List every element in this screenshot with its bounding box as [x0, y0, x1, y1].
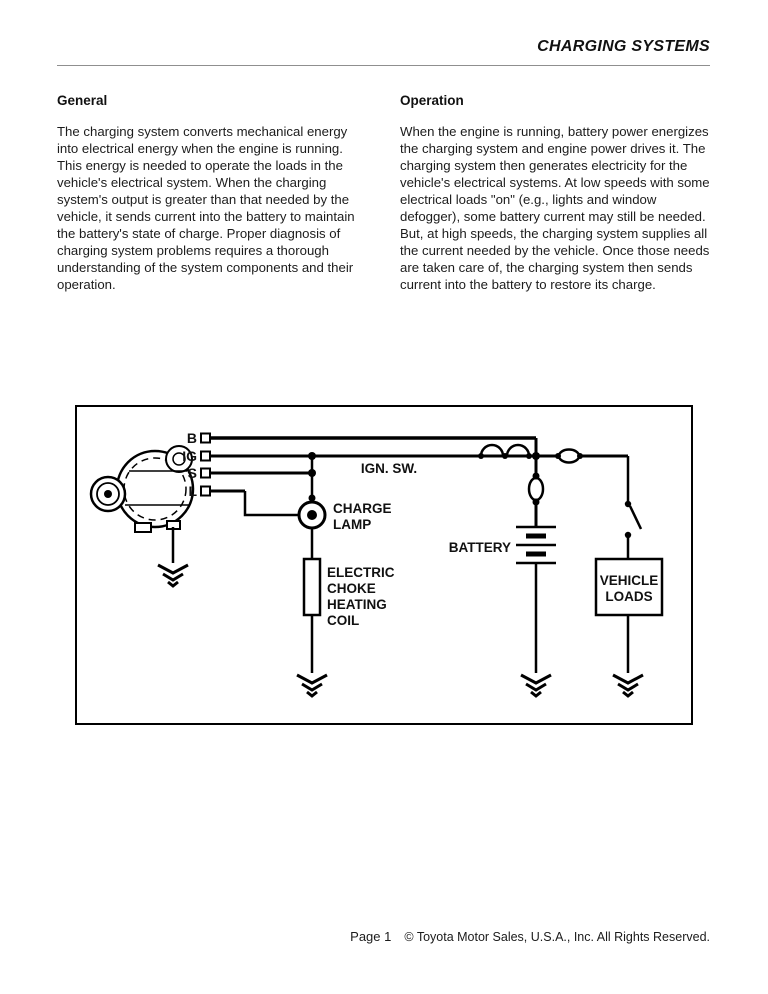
svg-text:COIL: COIL — [327, 613, 360, 628]
terminal-label-ig: IG — [182, 448, 197, 464]
load-switch-symbol — [630, 506, 641, 529]
footer-page-number: Page 1 — [350, 929, 392, 944]
alternator-pulley — [91, 477, 125, 511]
fusible-link-battery — [529, 478, 543, 500]
section-general — [57, 93, 367, 293]
page-header — [0, 0, 768, 66]
choke-label — [327, 565, 395, 628]
terminal-pads — [201, 434, 210, 496]
section-operation — [400, 93, 710, 293]
svg-text:LOADS: LOADS — [605, 589, 653, 604]
svg-text:HEATING: HEATING — [327, 597, 387, 612]
ignition-switch-symbol — [481, 445, 503, 456]
general-heading: General — [57, 93, 108, 108]
vehicle-loads-branch — [596, 456, 662, 673]
svg-text:CHOKE: CHOKE — [327, 581, 376, 596]
vehicle-loads-label — [600, 573, 659, 604]
wire-l — [210, 491, 298, 515]
terminal-label-l: L — [188, 483, 197, 499]
operation-body: When the engine is running, battery power energizes the charging system and engine power drives it. The charging system then generates electricity for the vehicle's electrical systems. At low speeds with some electrical loads "on" (e.g., lights and window defogger), some battery current may still be needed. But, at high speeds, the charging system supplies all the current needed by the vehicle. Once those needs are taken care of, the charging system then sends current into the battery to restore its charge. — [400, 124, 710, 293]
fusible-link-ig — [559, 450, 579, 463]
page-title: CHARGING SYSTEMS — [537, 38, 710, 55]
battery-label: BATTERY — [448, 540, 511, 555]
ign-sw-label: IGN. SW. — [360, 461, 418, 476]
page-footer — [57, 929, 710, 944]
charge-lamp-branch — [299, 456, 325, 673]
footer-copyright: © Toyota Motor Sales, U.S.A., Inc. All Rights Reserved. — [404, 930, 710, 944]
ground-symbol-loads — [613, 675, 643, 696]
choke-resistor-symbol — [304, 559, 320, 615]
svg-text:LAMP: LAMP — [333, 517, 372, 532]
svg-text:CHARGE: CHARGE — [333, 501, 392, 516]
text-columns — [0, 66, 768, 293]
battery-symbol — [516, 527, 556, 673]
ground-symbol-battery — [521, 675, 551, 696]
operation-heading: Operation — [400, 93, 464, 108]
svg-text:ELECTRIC: ELECTRIC — [327, 565, 395, 580]
terminal-label-s: S — [187, 465, 197, 481]
ground-symbol-choke — [297, 675, 327, 696]
ground-symbol-alternator — [158, 565, 188, 586]
general-body: The charging system converts mechanical energy into electrical energy when the engine is running. This energy is needed to operate the loads in the vehicle's electrical system. When the charging system's output is greater than that needed by the vehicle, it sends current into the battery to maintain the battery's state of charge. Proper diagnosis of charging system problems requires a thorough understanding of the system components and their operation. — [57, 124, 355, 293]
alternator-illustration — [91, 446, 193, 532]
charging-circuit-diagram — [75, 405, 693, 725]
terminal-label-b: B — [186, 430, 197, 446]
svg-text:VEHICLE: VEHICLE — [599, 573, 659, 588]
charge-lamp-label — [333, 501, 392, 532]
circuit-schematic — [77, 407, 691, 723]
